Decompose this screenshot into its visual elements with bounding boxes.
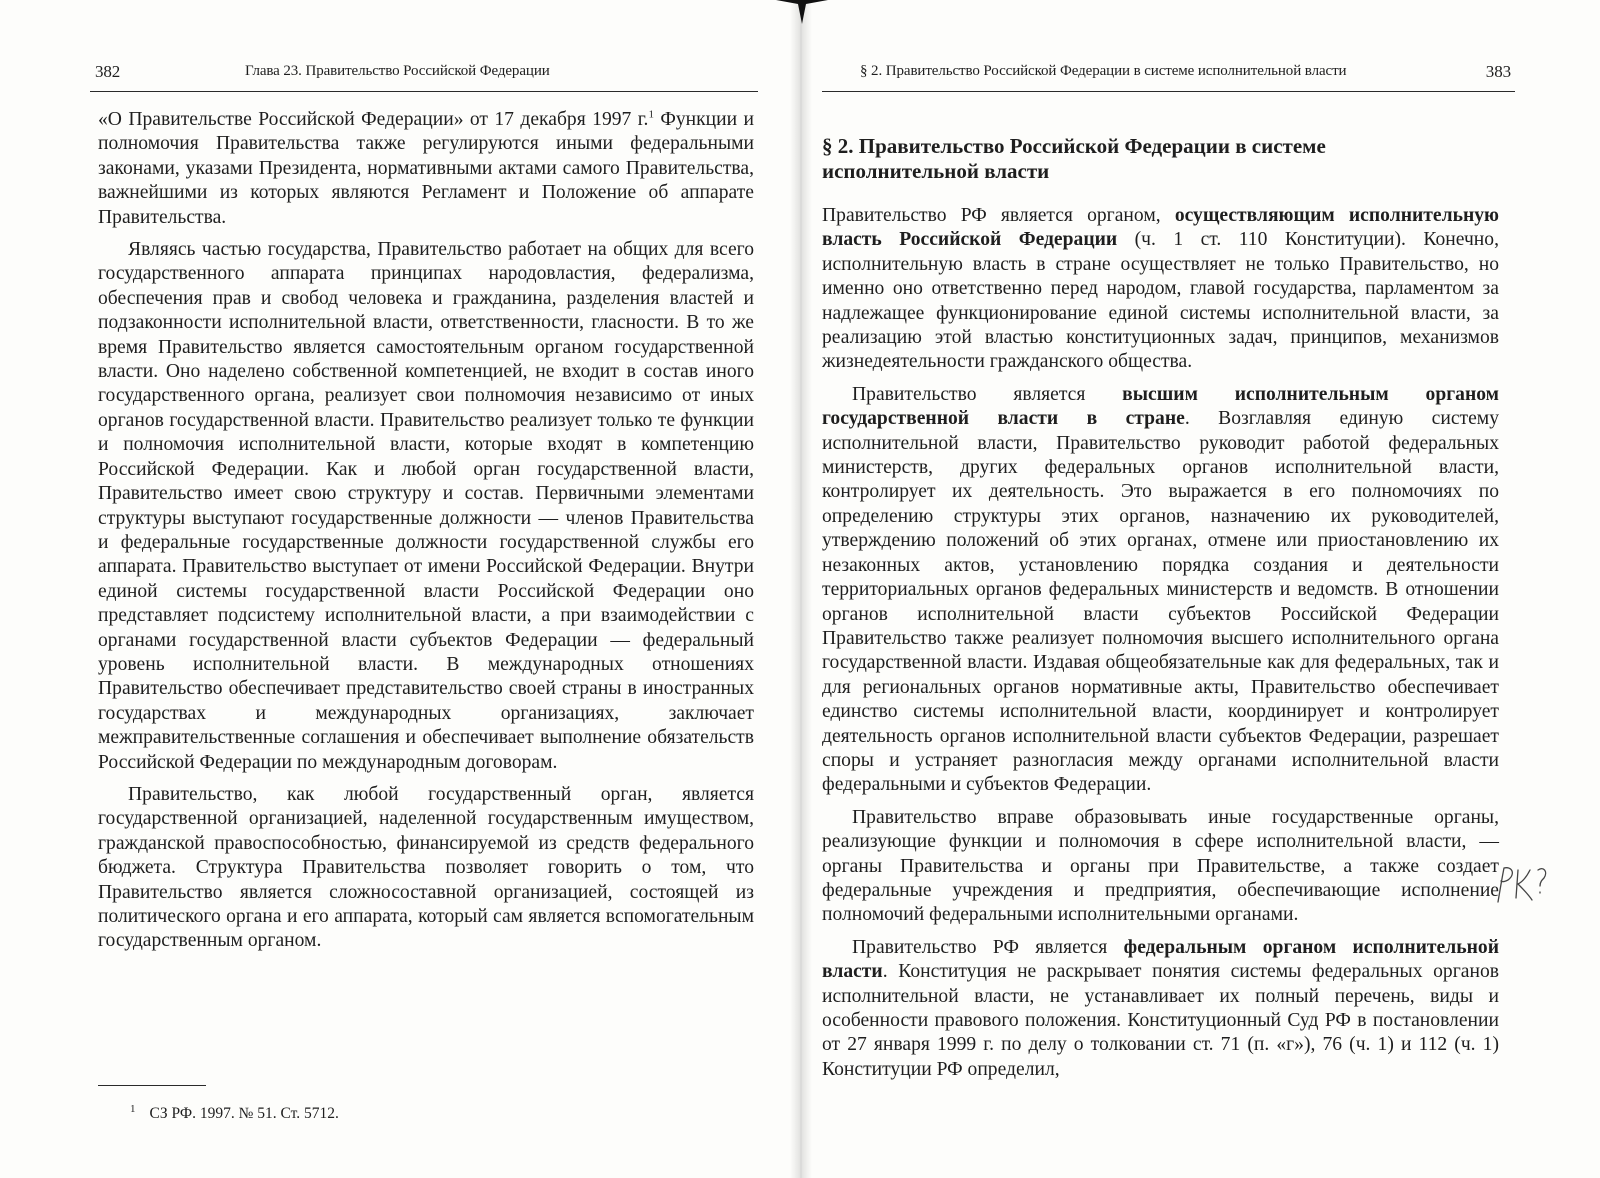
right-header-rule — [822, 91, 1515, 92]
handwritten-margin-note — [1492, 862, 1552, 906]
right-p4-bold: федеральным органом исполнительной власти — [822, 936, 1499, 983]
right-paragraph-3: Правительство вправе образовывать иные государственные органы, реализующие функции и полномочия в сфере исполнительной власти, — органы Правительства и органы при Правительстве, а также создает федеральные учреждения и предприятия, обеспечивающие исполнение полномочий федеральными исполнительными органами. — [822, 806, 1499, 926]
footnote-ref: 1 — [648, 108, 654, 121]
left-paragraph-1-text: «О Правительстве Российской Федерации» от 17 декабря 1997 г. — [98, 109, 649, 130]
right-paragraph-2 — [822, 383, 1499, 798]
right-body-text — [822, 204, 1499, 1090]
right-p2-bold: высшим исполнительным органом государственной власти в стране — [822, 383, 1500, 430]
footnote — [130, 1102, 339, 1123]
left-running-head: Глава 23. Правительство Российской Федерации — [245, 63, 550, 79]
left-page-number: 382 — [95, 62, 121, 81]
right-page — [806, 0, 1600, 1178]
right-p1-bold: осуществляющим исполнительную власть Российской Федерации — [822, 205, 1500, 251]
right-p2-c: . Возглавляя единую систему исполнительной власти, Правительство руководит работой федеральных министерств, других федеральных органов исполнительной власти, контролирует их деятельность. Это выражается в его полномочиях по определению структуры этих органов, назначению их руководителей, утверждению положений об этих органах, отмене или приостановлению их незаконных актов, установлению порядка создания и деятельности территориальных органов федеральных министерств и ведомств. В отношении органов исполнительной власти субъектов Российской Федерации Правительство также реализует полномочия высшего исполнительного органа государственной власти. Издавая общеобязательные как для федеральных, так и для региональных органов нормативные акты, Правительство обеспечивает единство системы исполнительной власти, координирует и контролирует деятельность органов исполнительной власти субъектов Федерации, разрешает споры и устраняет разногласия между органами исполнительной власти федеральными и субъектов Федерации. — [822, 408, 1499, 796]
right-page-header — [826, 62, 1511, 86]
right-p4-a: Правительство РФ является — [852, 936, 1124, 958]
left-paragraph-1-tail: Функции и полномочия Правительства также регулируются иными федеральными законами, указами Президента, нормативными актами самого Правительства, важнейшими из которых являются Регламент и Положение об аппарате Правительства. — [98, 109, 754, 228]
left-paragraph-1 — [98, 108, 754, 230]
left-page-header — [95, 62, 755, 86]
right-p1-a: Правительство РФ является органом, — [822, 205, 1175, 226]
left-body-text — [98, 108, 754, 962]
right-running-head: § 2. Правительство Российской Федерации в системе исполнительной власти — [860, 63, 1347, 79]
footnote-marker: 1 — [130, 1102, 136, 1115]
right-paragraph-4 — [822, 936, 1499, 1082]
footnote-text: СЗ РФ. 1997. № 51. Ст. 5712. — [149, 1105, 339, 1122]
left-paragraph-2: Являясь частью государства, Правительство работает на общих для всего государственного аппарата принципах народовластия, федерализма, обеспечения прав и свобод человека и гражданина, разделения властей и подзаконности исполнительной власти, ответственности, гласности. В то же время Правительство является самостоятельным органом государственной власти. Оно наделено собственной компетенцией, не входит в состав иного государственного органа, реализует свои полномочия независимо от иных органов государственной власти. Правительство реализует только те функции и полномочия исполнительной власти, которые входят в компетенцию Российской Федерации. Как и любой орган государственной власти, Правительство имеет свою структуру и состав. Первичными элементами структуры выступают государственные должности — членов Правительства и федеральные государственные должности государственной службы его аппарата. Правительство выступает от имени Российской Федерации. Внутри единой системы государственной власти Российской Федерации оно представляет подсистему исполнительной власти, а при взаимодействии с органами государственной власти субъектов Федерации — федеральный уровень исполнительной власти. В международных отношениях Правительство обеспечивает представительство своей страны в иностранных государствах и международных организациях, заключает межправительственные соглашения и обеспечивает выполнение обязательств Российской Федерации по международным договорам. — [98, 239, 754, 773]
left-header-rule — [90, 91, 758, 92]
footnote-rule — [98, 1085, 206, 1086]
left-paragraph-3: Правительство, как любой государственный орган, является государственной организацией, наделенной государственным имуществом, гражданской правоспособностью, финансируемой из средств федерального бюджета. Структура Правительства позволяет говорить о том, что Правительство является сложносоставной организацией, состоящей из политического органа и его аппарата, который сам является вспомогательным государственным органом. — [98, 783, 754, 952]
section-title: § 2. Правительство Российской Федерации в системе исполнительной власти — [822, 134, 1326, 183]
right-paragraph-1 — [822, 204, 1499, 375]
right-page-number: 383 — [1485, 62, 1511, 81]
right-p1-c: (ч. 1 ст. 110 Конституции). Конечно, исполнительную власть в стране осуществляет не только Правительство, но именно оно ответственно перед народом, главой государства, парламентом за надлежащее функционирование единой системы исполнительной власти, за реализацию этой властью конституционных задач, принципов, механизмов жизнедеятельности гражданского общества. — [822, 229, 1499, 373]
right-p2-a: Правительство является — [852, 383, 1123, 405]
right-p4-c: . Конституция не раскрывает понятия системы федеральных органов исполнительной власти, не устанавливает их полный перечень, виды и особенности правового положения. Конституционный Суд РФ в постановлении от 27 января 1999 г. по делу о толковании ст. 71 (п. «г»), 76 (ч. 1) и 112 (ч. 1) Конституции РФ определил, — [822, 961, 1499, 1080]
